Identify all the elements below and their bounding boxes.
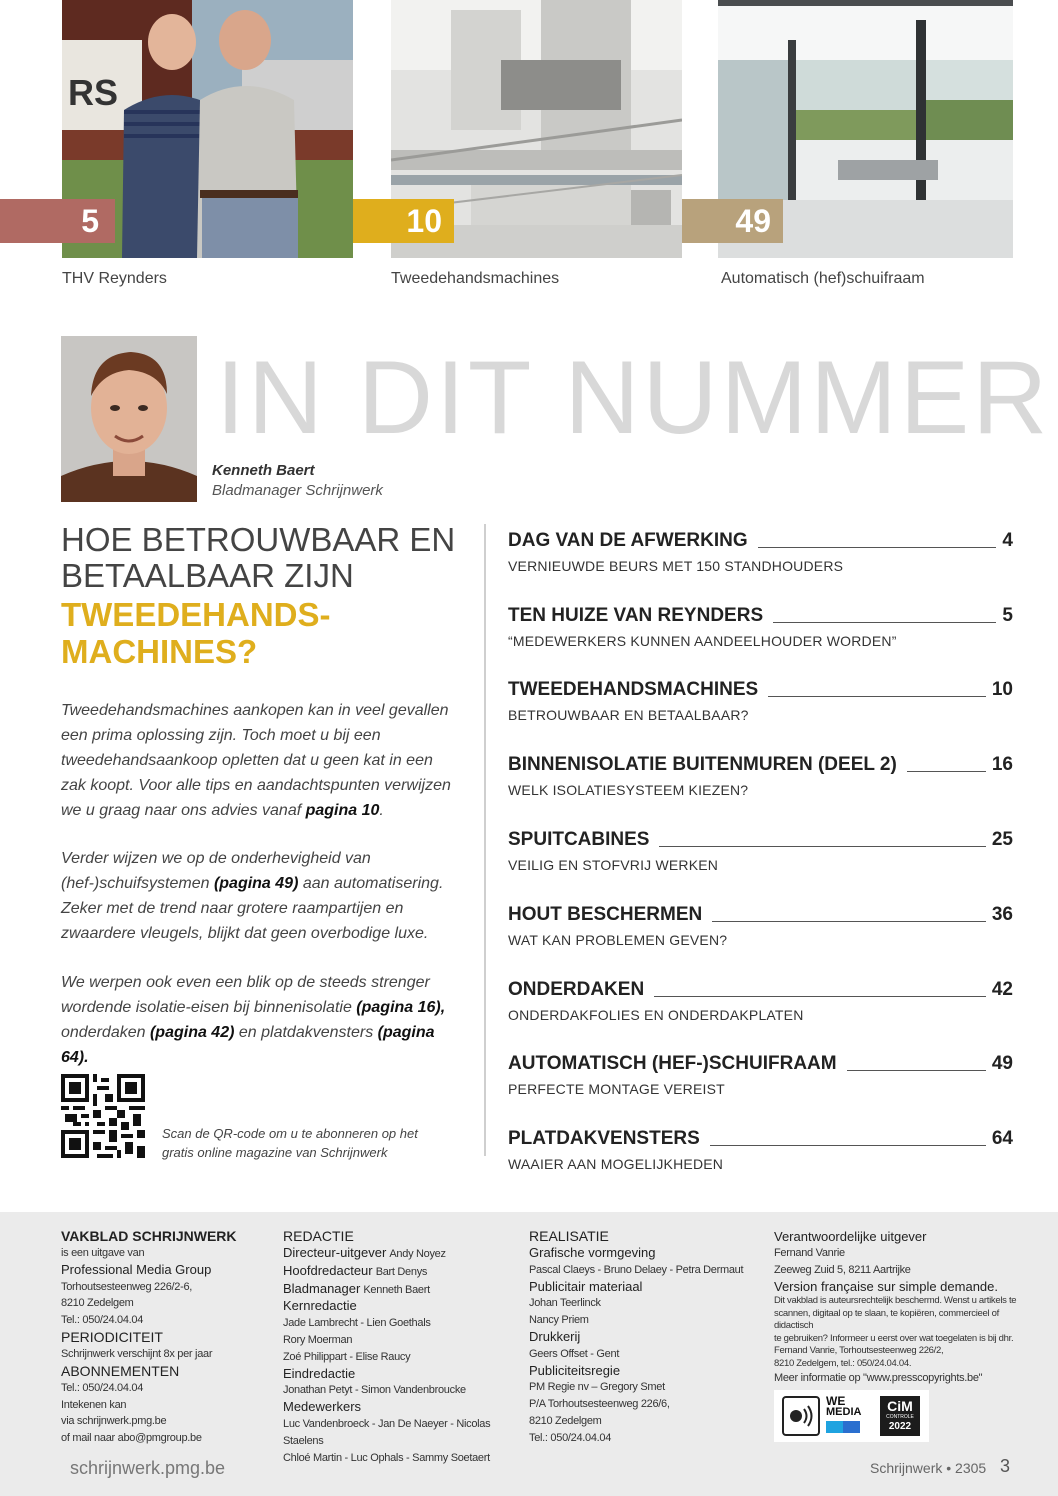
toc-title: SPUITCABINES <box>508 829 650 850</box>
colophon-heading: REDACTIE <box>283 1228 354 1244</box>
toc-item[interactable] <box>508 1049 1013 1097</box>
colophon-role: Bladmanager <box>283 1280 361 1296</box>
toc-page-number: 25 <box>991 829 1013 850</box>
colophon-role: Kernredactie <box>283 1298 357 1314</box>
copyright-notice: 8210 Zedelgem, tel.: 050/24.04.04. <box>774 1357 912 1369</box>
toc-leader <box>654 996 986 997</box>
toc-leader <box>847 1070 986 1071</box>
subscribe-email-link[interactable]: of mail naar abo@pmgroup.be <box>61 1432 202 1445</box>
toc-item[interactable] <box>508 975 1013 1023</box>
headline-line: TWEEDEHANDS- <box>61 596 331 633</box>
toc-page-number: 16 <box>991 754 1013 775</box>
colophon-line: P/A Torhoutsesteenweg 226/6, <box>529 1398 670 1411</box>
intro-text: aan automatisering. Zeker met de trend naar grotere raampartijen en zwaardere vleugels, blijkt dat geen overbodige luxe. <box>61 875 444 942</box>
page-reference: (pagina 49) <box>213 875 299 892</box>
colophon-person: Johan Teerlinck <box>529 1297 601 1310</box>
svg-text:RS: RS <box>68 72 119 113</box>
toc-subtitle: WELK ISOLATIESYSTEEM KIEZEN? <box>508 782 749 798</box>
toc-title: TEN HUIZE VAN REYNDERS <box>508 605 764 626</box>
colophon-production <box>529 1228 759 1447</box>
toc-leader <box>758 547 997 548</box>
toc-leader <box>907 771 986 772</box>
colophon-line: Torhoutsesteenweg 226/2-6, <box>61 1280 193 1293</box>
logo-text: CiM <box>887 1398 913 1414</box>
colophon-heading: Verantwoordelijke uitgever <box>774 1229 927 1244</box>
colophon-person: Andy Noyez <box>389 1248 446 1260</box>
colophon-person: Nancy Priem <box>529 1314 589 1327</box>
colophon-line: Schrijnwerk verschijnt 8x per jaar <box>61 1347 213 1360</box>
toc-title: TWEEDEHANDSMACHINES <box>508 679 759 700</box>
toc-page-number: 4 <box>1002 530 1013 551</box>
logo-text: CONTROLE <box>886 1414 914 1420</box>
page-reference: pagina 10 <box>305 802 380 819</box>
colophon-person: Geers Offset - Gent <box>529 1347 620 1360</box>
toc-page-number: 5 <box>1002 605 1013 626</box>
toc-page-number: 36 <box>991 904 1013 925</box>
colophon-line: Tel.: 050/24.04.04 <box>529 1431 612 1444</box>
colophon-person: Jade Lambrecht - Lien Goethals <box>283 1317 431 1330</box>
headline-highlight <box>61 596 471 670</box>
headline-line: BETAALBAAR ZIJN <box>61 557 354 594</box>
logo-text: MEDIA <box>826 1406 862 1418</box>
intro-paragraph <box>61 846 461 946</box>
headline-line: MACHINES? <box>61 633 258 670</box>
feature-caption: Tweedehandsmachines <box>391 270 560 287</box>
colophon-person: PM Regie nv – Gregory Smet <box>529 1381 665 1394</box>
toc-leader <box>710 1145 986 1146</box>
toc-title: HOUT BESCHERMEN <box>508 904 703 925</box>
colophon-line: 8210 Zedelgem <box>529 1414 602 1427</box>
page-reference: (pagina 42) <box>149 1024 235 1041</box>
toc-item[interactable] <box>508 675 1013 723</box>
colophon-heading: REALISATIE <box>529 1228 609 1244</box>
colophon-role: Eindredactie <box>283 1365 356 1381</box>
colophon-role: Hoofdredacteur <box>283 1262 373 1278</box>
colophon-line: is een uitgave van <box>61 1247 145 1259</box>
toc-item[interactable] <box>508 526 1013 574</box>
intro-text: Verder wijzen we op de onderhevigheid van (hef-)schuifsystemen <box>61 850 371 892</box>
feature-caption: Automatisch (hef)schuifraam <box>721 270 925 287</box>
page-reference: (pagina 16), <box>356 999 446 1016</box>
toc-divider <box>484 524 486 1156</box>
toc-leader <box>768 696 986 697</box>
page-reference: (pagina 64). <box>61 1024 435 1066</box>
page-number: 3 <box>1000 1456 1011 1476</box>
editorial-headline <box>61 522 471 670</box>
colophon-person: Chloé Martin - Luc Ophals - Sammy Soetaert <box>283 1451 490 1464</box>
colophon-responsible-publisher <box>774 1228 1024 1387</box>
colophon-heading: PERIODICITEIT <box>61 1328 163 1345</box>
toc-title: DAG VAN DE AFWERKING <box>508 530 748 551</box>
colophon-line: 8210 Zedelgem <box>61 1297 134 1310</box>
qr-caption: Scan de QR-code om u te abonneren op het gratis online magazine van Schrijnwerk <box>162 1126 418 1160</box>
colophon-person: Kenneth Baert <box>363 1283 430 1296</box>
toc-subtitle: BETROUWBAAR EN BETAALBAAR? <box>508 707 749 723</box>
toc-title: AUTOMATISCH (HEF-)SCHUIFRAAM <box>508 1053 837 1074</box>
qr-code-icon[interactable] <box>61 1074 145 1158</box>
toc-page-number: 64 <box>991 1128 1013 1149</box>
copyright-notice: scannen, digitaal op te slaan, te kopiëren, commercieel of didactisch <box>774 1307 999 1332</box>
colophon-role: Publicitair materiaal <box>529 1278 643 1294</box>
cim-logo-icon <box>880 1396 920 1436</box>
page-title: IN DIT NUMMER <box>216 340 1051 456</box>
toc-page-number: 49 <box>991 1053 1013 1074</box>
toc-leader <box>712 921 986 922</box>
intro-text: en platdakvensters <box>234 1024 378 1041</box>
copyright-notice: Dit vakblad is auteursrechtelijk beschermd. Wenst u artikels te <box>774 1295 1017 1307</box>
colophon-line: Tel.: 050/24.04.04 <box>61 1381 144 1394</box>
author-portrait <box>61 336 197 502</box>
subscribe-link[interactable]: via schrijnwerk.pmg.be <box>61 1415 167 1428</box>
toc-subtitle: ONDERDAKFOLIES EN ONDERDAKPLATEN <box>508 1007 804 1023</box>
colophon-role: Drukkerij <box>529 1328 581 1344</box>
colophon-heading: VAKBLAD SCHRIJNWERK <box>61 1228 237 1244</box>
toc-leader <box>773 622 996 623</box>
author-role: Bladmanager Schrijnwerk <box>212 482 383 499</box>
intro-text: We werpen ook even een blik op de steeds strenger wordende isolatie-eisen bij binnenisolatie <box>61 974 430 1016</box>
colophon-line: Intekenen kan <box>61 1398 127 1411</box>
colophon-person: Jonathan Petyt - Simon Vandenbroucke <box>283 1384 466 1397</box>
website-link[interactable]: schrijnwerk.pmg.be <box>70 1458 226 1478</box>
colophon-line: Tel.: 050/24.04.04 <box>61 1314 144 1327</box>
toc-item[interactable] <box>508 900 1013 948</box>
colophon-role: Grafische vormgeving <box>529 1245 656 1260</box>
author-name: Kenneth Baert <box>212 462 315 479</box>
colophon-line: Professional Media Group <box>61 1261 212 1277</box>
copyright-notice: Fernand Vanrie, Torhoutsesteenweg 226/2, <box>774 1345 944 1357</box>
intro-paragraph <box>61 970 461 1070</box>
logo-text: 2022 <box>888 1421 912 1432</box>
colophon-person: Luc Vandenbroeck - Jan De Naeyer - Nicolas Staelens <box>283 1417 491 1447</box>
colophon-editorial <box>283 1228 513 1466</box>
certification-logos <box>774 1390 929 1442</box>
intro-text: onderdaken <box>61 1024 150 1041</box>
toc-title: PLATDAKVENSTERS <box>508 1128 700 1149</box>
toc-page-number: 42 <box>991 979 1013 1000</box>
colophon-line: Version française sur simple demande. <box>774 1278 999 1294</box>
copyright-notice: te gebruiken? Informeer u eerst over wat toegelaten is bij dhr. <box>774 1332 1014 1344</box>
colophon-role: Publiciteitsregie <box>529 1362 621 1378</box>
colophon-role: Directeur-uitgever <box>283 1245 387 1260</box>
toc-leader <box>659 846 985 847</box>
toc-item[interactable] <box>508 825 1013 873</box>
copyright-link[interactable]: Meer informatie op "www.presscopyrights.be" <box>774 1372 983 1385</box>
toc-subtitle: WAT KAN PROBLEMEN GEVEN? <box>508 932 728 948</box>
toc-item[interactable] <box>508 750 1013 798</box>
toc-subtitle: “MEDEWERKERS KUNNEN AANDEELHOUDER WORDEN” <box>508 633 897 649</box>
toc-page-number: 10 <box>991 679 1013 700</box>
colophon-role: Medewerkers <box>283 1399 362 1415</box>
toc-title: BINNENISOLATIE BUITENMUREN (DEEL 2) <box>508 754 897 775</box>
feature-number-tag: 49 <box>682 199 783 243</box>
toc-subtitle: WAAIER AAN MOGELIJKHEDEN <box>508 1156 724 1172</box>
colophon-publisher <box>61 1228 261 1447</box>
toc-item[interactable] <box>508 601 1013 649</box>
toc-title: ONDERDAKEN <box>508 979 645 1000</box>
issue-label: Schrijnwerk • 2305 <box>870 1460 987 1476</box>
colophon-line: Fernand Vanrie <box>774 1247 845 1259</box>
logo-text: WE <box>826 1394 846 1408</box>
headline-line: HOE BETROUWBAAR EN <box>61 521 456 558</box>
feature-number-tag: 10 <box>353 199 454 243</box>
intro-text: . <box>379 802 384 819</box>
toc-item[interactable] <box>508 1124 1013 1172</box>
colophon-person: Bart Denys <box>375 1265 428 1278</box>
toc-subtitle: PERFECTE MONTAGE VEREIST <box>508 1081 725 1097</box>
intro-paragraph <box>61 698 461 823</box>
intro-text: Tweedehandsmachines aankopen kan in veel gevallen een prima oplossing zijn. Toch moet u bij een tweedehandsaankoop opletten dat u geen kat in een zak koopt. Voor alle tips en aandachtspunten verwijzen we u graag naar ons advies vanaf <box>61 702 451 819</box>
colophon-person: Zoé Philippart - Elise Raucy <box>283 1350 411 1363</box>
colophon-person: Rory Moerman <box>283 1333 353 1346</box>
feature-number-tag: 5 <box>0 199 115 243</box>
we-media-logo-icon <box>826 1396 872 1436</box>
feature-caption: THV Reynders <box>62 270 167 287</box>
toc-subtitle: VEILIG EN STOFVRIJ WERKEN <box>508 857 719 873</box>
press-copyright-logo-icon <box>782 1396 820 1436</box>
colophon-heading: ABONNEMENTEN <box>61 1362 180 1379</box>
toc-subtitle: VERNIEUWDE BEURS MET 150 STANDHOUDERS <box>508 558 844 574</box>
colophon-person: Pascal Claeys - Bruno Delaey - Petra Dermaut <box>529 1263 744 1276</box>
colophon-line: Zeeweg Zuid 5, 8211 Aartrijke <box>774 1263 911 1276</box>
